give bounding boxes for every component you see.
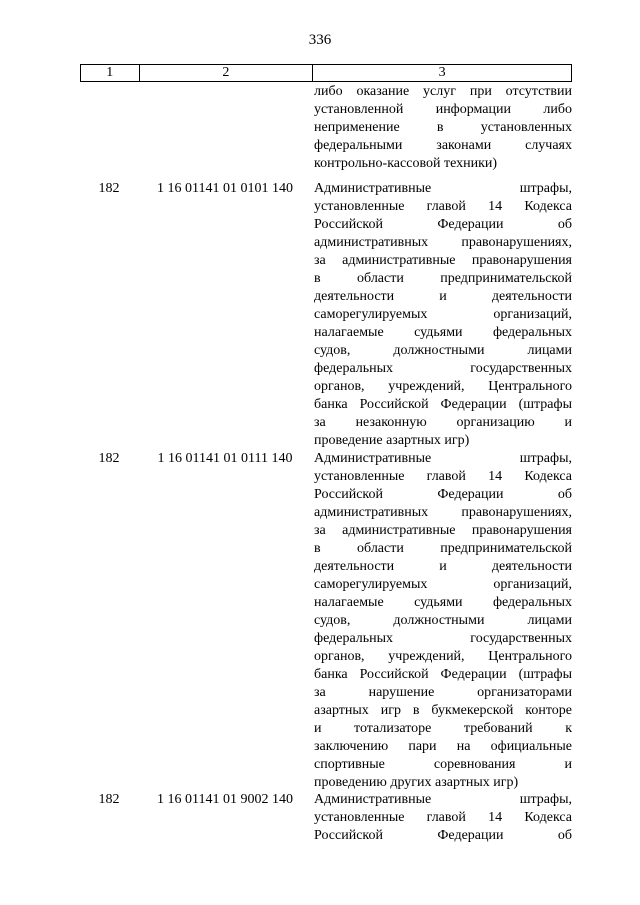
description-line: деятельности и деятельности — [314, 559, 572, 574]
description-line: и тотализаторе требований к — [314, 721, 572, 736]
description-line: установленные главой 14 Кодекса — [314, 469, 572, 484]
description-line: спортивные соревнования и — [314, 757, 572, 772]
continuation-description — [314, 83, 572, 173]
description-line: саморегулируемых организаций, — [314, 577, 572, 592]
description-line: проведение азартных игр) — [314, 433, 470, 448]
page-number: 336 — [308, 32, 332, 48]
description-line: Административные штрафы, — [314, 792, 572, 807]
description-line: Административные штрафы, — [314, 451, 572, 466]
description-line: контрольно-кассовой техники) — [314, 156, 498, 171]
description-line: Российской Федерации об — [314, 217, 572, 232]
admin-code: 182 — [98, 181, 120, 196]
description-line: федеральных государственных — [314, 631, 572, 646]
description-line: административных правонарушениях, — [314, 235, 572, 250]
description-line: в области предпринимательской — [314, 541, 572, 556]
admin-code: 182 — [98, 792, 120, 807]
description-line: налагаемые судьями федеральных — [314, 325, 572, 340]
description-line: за незаконную организацию и — [314, 415, 572, 430]
column-header-table — [80, 64, 572, 82]
kbk-code: 1 16 01141 01 0111 140 — [157, 451, 293, 466]
description-line: за административные правонарушения — [314, 523, 572, 538]
description-line: административных правонарушениях, — [314, 505, 572, 520]
description-line: проведению других азартных игр) — [314, 775, 519, 790]
description-line: органов, учреждений, Центрального — [314, 379, 572, 394]
description-line: налагаемые судьями федеральных — [314, 595, 572, 610]
description-line: судов, должностными лицами — [314, 343, 572, 358]
description-line: банка Российской Федерации (штрафы — [314, 397, 572, 412]
column-header-row — [81, 65, 572, 82]
description-line: федеральных государственных — [314, 361, 572, 376]
description-line: в области предпринимательской — [314, 271, 572, 286]
description-line: установленной информации либо — [314, 102, 572, 117]
description-line: судов, должностными лицами — [314, 613, 572, 628]
kbk-code: 1 16 01141 01 9002 140 — [157, 792, 293, 807]
column-header-3: 3 — [313, 65, 572, 82]
row-description — [314, 180, 572, 450]
description-line: установленные главой 14 Кодекса — [314, 810, 572, 825]
description-line: органов, учреждений, Центрального — [314, 649, 572, 664]
description-line: федеральными законами случаях — [314, 138, 572, 153]
description-line: за нарушение организаторами — [314, 685, 572, 700]
description-line: Российской Федерации об — [314, 828, 572, 843]
description-line: заключению пари на официальные — [314, 739, 572, 754]
kbk-code: 1 16 01141 01 0101 140 — [157, 181, 293, 196]
description-line: азартных игр в букмекерской конторе — [314, 703, 572, 718]
description-line: неприменение в установленных — [314, 120, 572, 135]
description-line: установленные главой 14 Кодекса — [314, 199, 572, 214]
admin-code: 182 — [98, 451, 120, 466]
description-line: Административные штрафы, — [314, 181, 572, 196]
description-line: либо оказание услуг при отсутствии — [314, 84, 572, 99]
column-header-2: 2 — [139, 65, 313, 82]
row-description — [314, 450, 572, 792]
description-line: за административные правонарушения — [314, 253, 572, 268]
description-line: Российской Федерации об — [314, 487, 572, 502]
row-description — [314, 791, 572, 845]
description-line: банка Российской Федерации (штрафы — [314, 667, 572, 682]
column-header-1: 1 — [81, 65, 140, 82]
description-line: саморегулируемых организаций, — [314, 307, 572, 322]
description-line: деятельности и деятельности — [314, 289, 572, 304]
